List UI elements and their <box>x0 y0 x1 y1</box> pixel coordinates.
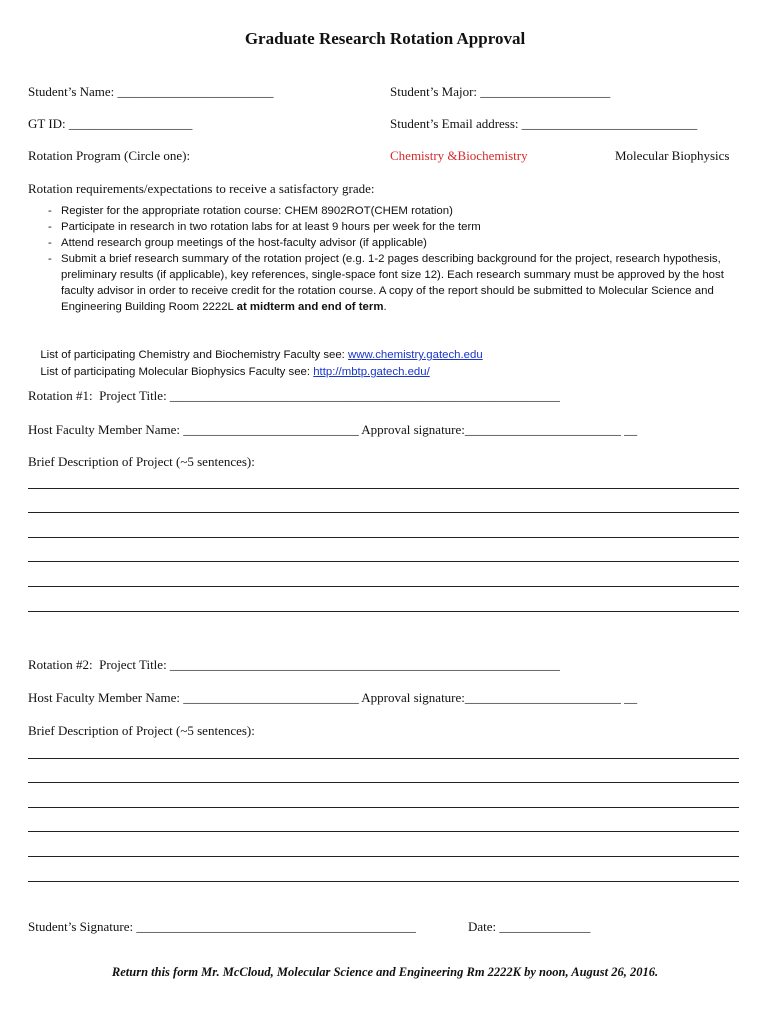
requirement-item: - Attend research group meetings of the host-faculty advisor (if applicable) <box>48 235 748 251</box>
requirement-item: - Participate in research in two rotation labs for at least 9 hours per week for the term <box>48 219 748 235</box>
date-field[interactable]: Date: ______________ <box>468 919 591 934</box>
rotation-2-description-label: Brief Description of Project (~5 sentences): <box>28 723 255 738</box>
mbp-faculty-line <box>34 354 430 378</box>
gt-id-field[interactable]: GT ID: ___________________ <box>28 116 193 131</box>
rotation-2-description-line[interactable] <box>28 807 739 808</box>
student-signature-field[interactable]: Student’s Signature: ___________________________________________ <box>28 919 416 934</box>
student-email-field[interactable]: Student’s Email address: ___________________________ <box>390 116 698 131</box>
chem-faculty-label: List of participating Chemistry and Biochemistry Faculty see: <box>40 349 349 361</box>
rotation-1-description-line[interactable] <box>28 512 739 513</box>
return-instructions: Return this form Mr. McCloud, Molecular Science and Engineering Rm 2222K by noon, August 26, 2016. <box>111 965 659 979</box>
chem-faculty-link[interactable]: www.chemistry.gatech.edu <box>348 349 483 361</box>
requirement-item-end: . <box>383 301 387 313</box>
requirements-list <box>48 203 748 315</box>
rotation-2-host-faculty[interactable]: Host Faculty Member Name: ___________________________ Approval signature:________________________ __ <box>28 690 638 705</box>
rotation-1-project-title[interactable]: Rotation #1: Project Title: ____________________________________________________________ <box>28 388 560 403</box>
requirement-item <box>48 251 748 315</box>
rotation-program-label: Rotation Program (Circle one): <box>28 148 191 163</box>
requirement-item: - Register for the appropriate rotation course: CHEM 8902ROT(CHEM rotation) <box>48 203 748 219</box>
rotation-2-description-line[interactable] <box>28 758 739 759</box>
rotation-1-description-line[interactable] <box>28 611 739 612</box>
program-option-chemistry[interactable]: Chemistry &Biochemistry <box>390 148 528 163</box>
mbp-faculty-label: List of participating Molecular Biophysics Faculty see: <box>40 366 314 378</box>
mbp-faculty-link[interactable]: http://mbtp.gatech.edu/ <box>313 366 430 378</box>
requirements-heading: Rotation requirements/expectations to receive a satisfactory grade: <box>28 181 375 196</box>
page-title: Graduate Research Rotation Approval <box>244 29 526 48</box>
rotation-2-description-line[interactable] <box>28 782 739 783</box>
rotation-1-description-line[interactable] <box>28 586 739 587</box>
rotation-2-description-line[interactable] <box>28 831 739 832</box>
rotation-1-description-line[interactable] <box>28 537 739 538</box>
student-major-field[interactable]: Student’s Major: ____________________ <box>390 84 611 99</box>
rotation-2-description-line[interactable] <box>28 881 739 882</box>
student-name-field[interactable]: Student’s Name: ________________________ <box>28 84 274 99</box>
requirement-item-emphasis: at midterm and end of term <box>236 301 384 313</box>
rotation-2-description-line[interactable] <box>28 856 739 857</box>
rotation-1-description-line[interactable] <box>28 488 739 489</box>
rotation-1-description-line[interactable] <box>28 561 739 562</box>
rotation-1-description-label: Brief Description of Project (~5 sentences): <box>28 454 255 469</box>
program-option-biophysics[interactable]: Molecular Biophysics <box>615 148 730 163</box>
rotation-2-project-title[interactable]: Rotation #2: Project Title: ____________________________________________________________ <box>28 657 560 672</box>
requirement-item-text: Submit a brief research summary of the rotation project (e.g. 1-2 pages describing background for the project, research hypothesis, preliminary results (if applicable), key references, single-space font size 12). Each research summary must be approved by the host faculty advisor in order to receive credit for the rotation course. A copy of the report should be submitted to Molecular Science and Engineering Building Room 2222L <box>61 253 724 313</box>
rotation-1-host-faculty[interactable]: Host Faculty Member Name: ___________________________ Approval signature:________________________ __ <box>28 422 638 437</box>
